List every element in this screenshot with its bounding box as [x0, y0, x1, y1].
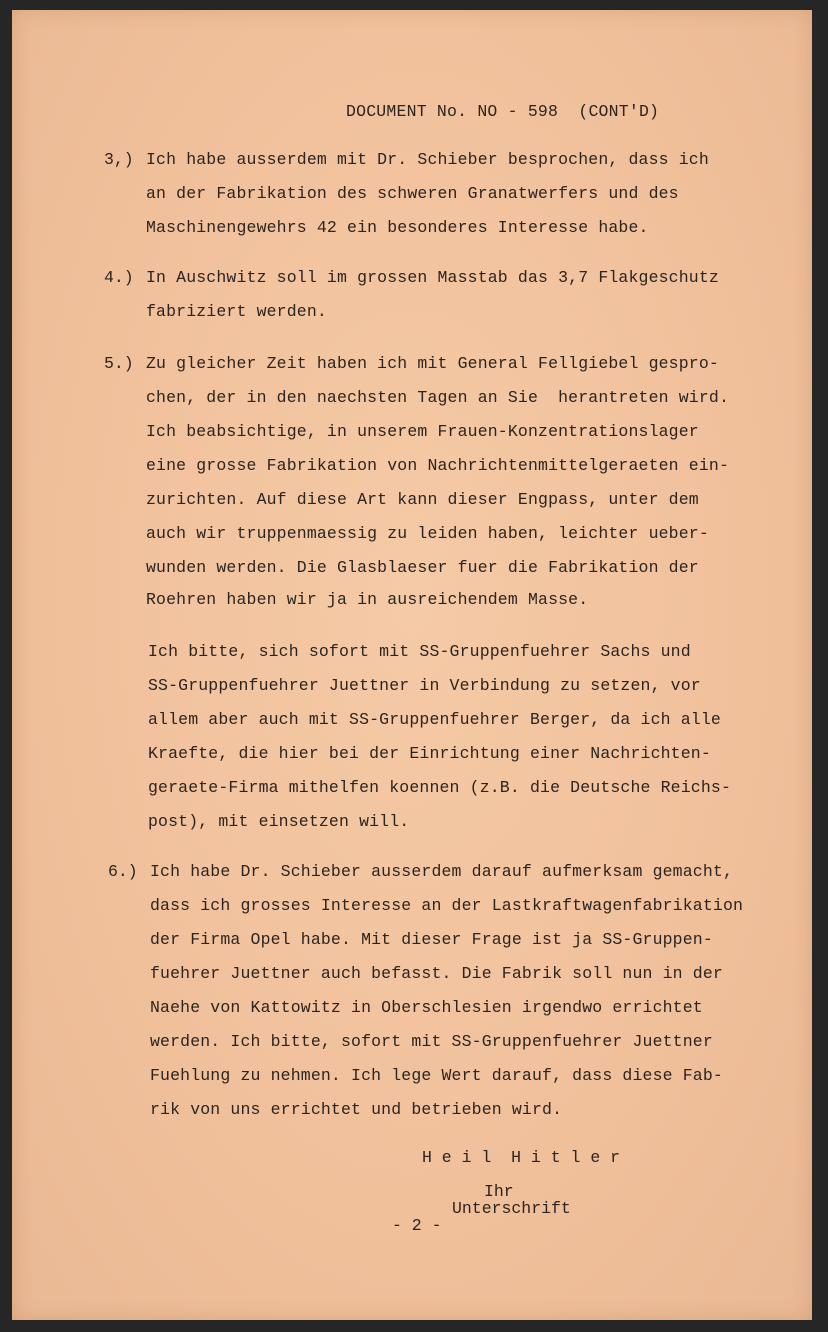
signature-line: Unterschrift	[452, 1199, 571, 1218]
paragraph-line: rik von uns errichtet und betrieben wird.	[150, 1100, 563, 1119]
paragraph-line: werden. Ich bitte, sofort mit SS-Gruppenfuehrer Juettner	[150, 1032, 713, 1051]
paragraph-line: Naehe von Kattowitz in Oberschlesien irgendwo errichtet	[150, 998, 703, 1017]
paragraph-line: dass ich grosses Interesse an der Lastkraftwagenfabrikation	[150, 896, 744, 915]
paragraph-line: fabriziert werden.	[146, 302, 327, 321]
paragraph-line: Zu gleicher Zeit haben ich mit General Fellgiebel gespro-	[146, 354, 719, 373]
paragraph-line: In Auschwitz soll im grossen Masstab das 3,7 Flakgeschutz	[146, 268, 719, 287]
paragraph-line: fuehrer Juettner auch befasst. Die Fabrik soll nun in der	[150, 964, 723, 983]
paragraph-line: Ich habe Dr. Schieber ausserdem darauf aufmerksam gemacht,	[150, 862, 733, 881]
paragraph-line: Kraefte, die hier bei der Einrichtung einer Nachrichten-	[148, 744, 711, 763]
paragraph-line: Roehren haben wir ja in ausreichendem Masse.	[146, 590, 589, 609]
paragraph-line: Fuehlung zu nehmen. Ich lege Wert darauf, dass diese Fab-	[150, 1066, 723, 1085]
paragraph-number: 5.)	[104, 354, 134, 373]
page-number: - 2 -	[392, 1216, 442, 1235]
paragraph-line: Ich bitte, sich sofort mit SS-Gruppenfuehrer Sachs und	[148, 642, 691, 661]
paragraph-line: eine grosse Fabrikation von Nachrichtenmittelgeraeten ein-	[146, 456, 729, 475]
paragraph-line: post), mit einsetzen will.	[148, 812, 410, 831]
paragraph-line: Maschinengewehrs 42 ein besonderes Interesse habe.	[146, 218, 649, 237]
paragraph-number: 4.)	[104, 268, 134, 287]
paragraph-line: der Firma Opel habe. Mit dieser Frage ist ja SS-Gruppen-	[150, 930, 713, 949]
closing-ihr: Ihr	[484, 1182, 514, 1201]
document-header: DOCUMENT No. NO - 598 (CONT'D)	[346, 102, 660, 121]
paragraph-line: an der Fabrikation des schweren Granatwerfers und des	[146, 184, 679, 203]
paragraph-line: auch wir truppenmaessig zu leiden haben, leichter ueber-	[146, 524, 709, 543]
salutation: H e i l H i t l e r	[422, 1148, 621, 1167]
document-page	[12, 10, 812, 1320]
paragraph-line: Ich beabsichtige, in unserem Frauen-Konzentrationslager	[146, 422, 699, 441]
paragraph-number: 3,)	[104, 150, 134, 169]
paragraph-line: geraete-Firma mithelfen koennen (z.B. die Deutsche Reichs-	[148, 778, 731, 797]
paragraph-line: zurichten. Auf diese Art kann dieser Engpass, unter dem	[146, 490, 699, 509]
paragraph-line: Ich habe ausserdem mit Dr. Schieber besprochen, dass ich	[146, 150, 709, 169]
paragraph-line: chen, der in den naechsten Tagen an Sie herantreten wird.	[146, 388, 729, 407]
paragraph-line: SS-Gruppenfuehrer Juettner in Verbindung zu setzen, vor	[148, 676, 701, 695]
paragraph-line: wunden werden. Die Glasblaeser fuer die Fabrikation der	[146, 558, 699, 577]
paragraph-line: allem aber auch mit SS-Gruppenfuehrer Berger, da ich alle	[148, 710, 721, 729]
paragraph-number: 6.)	[108, 862, 138, 881]
